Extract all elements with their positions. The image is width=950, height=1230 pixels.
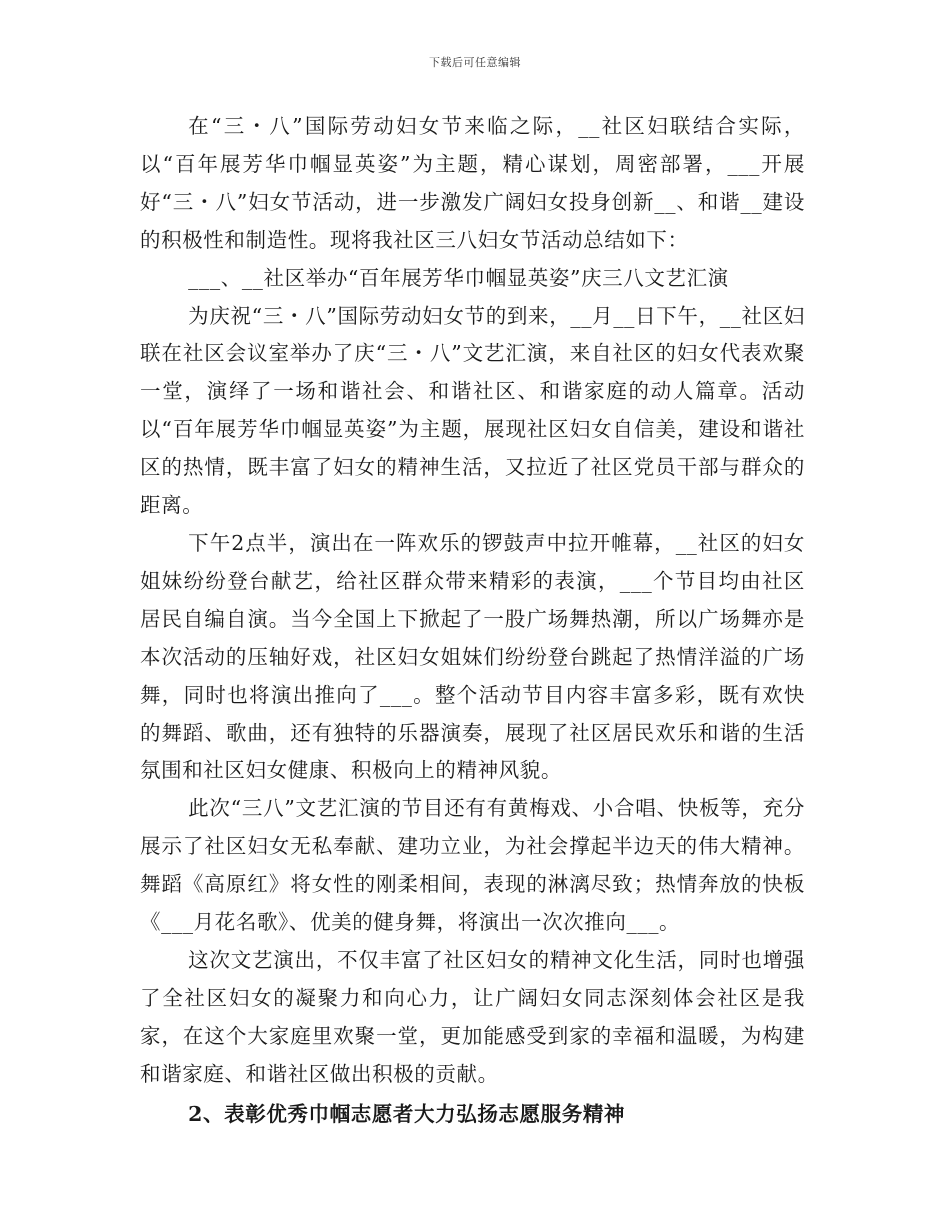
section-heading-1: ___、__社区举办“百年展芳华巾帼显英姿”庆三八文艺汇演 — [188, 265, 729, 290]
intro-paragraph: 在“三・八”国际劳动妇女节来临之际，__社区妇联结合实际，以“百年展芳华巾帼显英姿”为主题，精心谋划，周密部署，___开展好“三・八”妇女节活动，进一步激发广阔妇女投身创新__、和谐__建设的积极性和制造性。现将我社区三八妇女节活动总结如下： — [140, 114, 805, 252]
header-note: 下载后可任意编辑 — [429, 56, 521, 69]
body-paragraph-3: 此次“三八”文艺汇演的节目还有有黄梅戏、小合唱、快板等，充分展示了社区妇女无私奉献、建功立业，为社会撑起半边天的伟大精神。舞蹈《高原红》将女性的刚柔相间，表现的淋漓尽致；热情奔放的快板《___月花名歌》、优美的健身舞，将演出一次次推向___。 — [140, 796, 805, 935]
section-heading-2: 2、表彰优秀巾帼志愿者大力弘扬志愿服务精神 — [188, 1101, 626, 1126]
document-body — [140, 108, 805, 1133]
body-paragraph-2: 下午2点半，演出在一阵欢乐的锣鼓声中拉开帷幕，__社区的妇女姐妹纷纷登台献艺，给社区群众带来精彩的表演，___个节目均由社区居民自编自演。当今全国上下掀起了一股广场舞热潮，所以广场舞亦是本次活动的压轴好戏，社区妇女姐妹们纷纷登台跳起了热情洋溢的广场舞，同时也将演出推向了___。整个活动节目内容丰富多彩，既有欢快的舞蹈、歌曲，还有独特的乐器演奏，展现了社区居民欢乐和谐的生活氛围和社区妇女健康、积极向上的精神风貌。 — [140, 530, 805, 783]
body-paragraph-4: 这次文艺演出，不仅丰富了社区妇女的精神文化生活，同时也增强了全社区妇女的凝聚力和向心力，让广阔妇女同志深刻体会社区是我家，在这个大家庭里欢聚一堂，更加能感受到家的幸福和温暖，为构建和谐家庭、和谐社区做出积极的贡献。 — [140, 947, 805, 1086]
body-paragraph-1: 为庆祝“三・八”国际劳动妇女节的到来，__月__日下午，__社区妇联在社区会议室举办了庆“三・八”文艺汇演，来自社区的妇女代表欢聚一堂，演绎了一场和谐社会、和谐社区、和谐家庭的动人篇章。活动以“百年展芳华巾帼显英姿”为主题，展现社区妇女自信美，建设和谐社区的热情，既丰富了妇女的精神生活，又拉近了社区党员干部与群众的距离。 — [140, 303, 805, 518]
